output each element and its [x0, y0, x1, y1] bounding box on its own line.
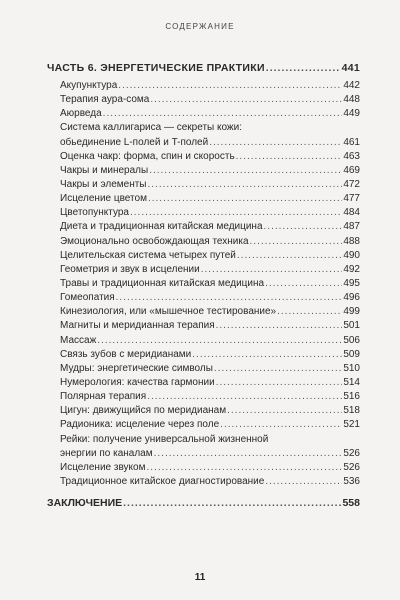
toc-entry[interactable]	[47, 79, 360, 93]
toc-entry[interactable]	[47, 150, 360, 164]
entry-title: обьединение L-полей и T-полей	[60, 136, 209, 148]
entry-page-number: 516	[343, 391, 360, 403]
entry-title: энергии по каналам	[60, 447, 153, 459]
dot-leader	[130, 206, 342, 220]
entry-page-number: 488	[343, 235, 360, 247]
dot-leader	[265, 277, 342, 291]
dot-leader	[148, 192, 342, 206]
toc-entry[interactable]	[47, 136, 360, 150]
dot-leader	[103, 107, 343, 121]
toc-entry[interactable]	[47, 305, 360, 319]
dot-leader	[216, 376, 343, 390]
entry-page-number: 506	[343, 334, 360, 346]
dot-leader	[147, 390, 342, 404]
dot-leader	[264, 220, 343, 234]
entry-page-number: 526	[343, 447, 360, 459]
entry-title: Массаж	[60, 334, 97, 346]
toc-entry[interactable]	[47, 107, 360, 121]
entry-page-number: 449	[343, 108, 360, 120]
entry-page-number: 461	[343, 136, 360, 148]
entry-page-number: 472	[343, 178, 360, 190]
toc-entry[interactable]	[47, 433, 360, 447]
dot-leader	[192, 348, 342, 362]
toc-part-heading[interactable]	[47, 60, 360, 77]
entry-title: Оценка чакр: форма, спин и скорость	[60, 150, 235, 162]
entry-title: Чакры и элементы	[60, 178, 147, 190]
dot-leader	[201, 263, 343, 277]
entry-page-number: 490	[343, 249, 360, 261]
dot-leader	[227, 404, 342, 418]
toc-entry[interactable]	[47, 206, 360, 220]
entry-title: Система каллигариса — секреты кожи:	[60, 122, 242, 134]
toc-entry-list	[47, 79, 360, 489]
part-page-number: 441	[341, 62, 360, 74]
part-title: ЧАСТЬ 6. ЭНЕРГЕТИЧЕСКИЕ ПРАКТИКИ	[47, 62, 265, 74]
entry-page-number: 495	[343, 277, 360, 289]
dot-leader	[266, 60, 341, 77]
entry-title: Цветопунктура	[60, 207, 129, 219]
toc-entry[interactable]	[47, 475, 360, 489]
entry-page-number: 492	[343, 263, 360, 275]
dot-leader	[250, 235, 343, 249]
entry-title: Нумерология: качества гармонии	[60, 376, 215, 388]
toc-entry[interactable]	[47, 390, 360, 404]
entry-page-number: 536	[343, 475, 360, 487]
toc-entry[interactable]	[47, 263, 360, 277]
entry-title: Аюрведа	[60, 108, 102, 120]
toc-entry[interactable]	[47, 418, 360, 432]
entry-title: Мудры: энергетические символы	[60, 362, 213, 374]
entry-title: Исцеление цветом	[60, 193, 147, 205]
entry-title: Исцеление звуком	[60, 461, 146, 473]
toc-entry[interactable]	[47, 348, 360, 362]
entry-title: Эмоционально освобождающая техника	[60, 235, 249, 247]
dot-leader	[146, 461, 342, 475]
toc-entry[interactable]	[47, 291, 360, 305]
entry-title: Геометрия и звук в исцелении	[60, 263, 200, 275]
dot-leader	[220, 418, 342, 432]
dot-leader	[209, 136, 342, 150]
entry-title: Цигун: движущийся по меридианам	[60, 405, 227, 417]
running-head: СОДЕРЖАНИЕ	[165, 22, 235, 31]
toc-entry[interactable]	[47, 121, 360, 135]
dot-leader	[148, 178, 343, 192]
entry-page-number: 469	[343, 164, 360, 176]
toc-entry[interactable]	[47, 178, 360, 192]
entry-page-number: 442	[343, 80, 360, 91]
dot-leader	[149, 164, 342, 178]
toc-entry[interactable]	[47, 461, 360, 475]
entry-title: Гомеопатия	[60, 292, 115, 304]
entry-page-number: 510	[343, 362, 360, 374]
toc-entry[interactable]	[47, 404, 360, 418]
toc-entry[interactable]	[47, 249, 360, 263]
toc-entry[interactable]	[47, 334, 360, 348]
entry-page-number: 487	[343, 221, 360, 233]
dot-leader	[236, 150, 343, 164]
entry-title: Полярная терапия	[60, 391, 147, 403]
conclusion-page-number: 558	[342, 497, 360, 510]
dot-leader	[154, 447, 343, 461]
toc-entry[interactable]	[47, 376, 360, 390]
entry-title: Целительская система четырех путей	[60, 249, 236, 261]
dot-leader	[277, 305, 342, 319]
dot-leader	[216, 319, 343, 333]
dot-leader	[123, 495, 341, 512]
entry-title: Чакры и минералы	[60, 164, 149, 176]
entry-page-number: 526	[343, 461, 360, 473]
entry-page-number: 496	[343, 292, 360, 304]
toc-entry[interactable]	[47, 235, 360, 249]
entry-page-number: 477	[343, 193, 360, 205]
toc-entry[interactable]	[47, 220, 360, 234]
toc-entry[interactable]	[47, 319, 360, 333]
entry-title: Связь зубов с меридианами	[60, 348, 192, 360]
page-number: 11	[194, 572, 206, 583]
toc-entry[interactable]	[47, 362, 360, 376]
entry-title: Магниты и меридианная терапия	[60, 320, 215, 332]
toc-conclusion[interactable]	[47, 495, 360, 512]
dot-leader	[265, 475, 342, 489]
dot-leader	[116, 291, 343, 305]
toc-entry[interactable]	[47, 277, 360, 291]
conclusion-title: ЗАКЛЮЧЕНИЕ	[47, 497, 123, 510]
entry-page-number: 518	[343, 405, 360, 417]
dot-leader	[150, 93, 342, 107]
entry-title: Диета и традиционная китайская медицина	[60, 221, 263, 233]
toc-entry[interactable]	[47, 447, 360, 461]
toc-entry[interactable]	[47, 192, 360, 206]
entry-page-number: 514	[343, 376, 360, 388]
entry-title: Традиционное китайское диагностирование	[60, 475, 265, 487]
entry-page-number: 509	[343, 348, 360, 360]
table-of-contents	[47, 60, 360, 512]
dot-leader	[214, 362, 342, 376]
entry-page-number: 448	[343, 94, 360, 106]
entry-title: Акупунктура	[60, 80, 118, 91]
entry-page-number: 463	[343, 150, 360, 162]
dot-leader	[118, 79, 342, 93]
toc-entry[interactable]	[47, 164, 360, 178]
entry-title: Травы и традиционная китайская медицина	[60, 277, 265, 289]
entry-page-number: 521	[343, 419, 360, 431]
entry-page-number: 499	[343, 306, 360, 318]
entry-title: Кинезиология, или «мышечное тестирование»	[60, 306, 277, 318]
entry-page-number: 484	[343, 207, 360, 219]
dot-leader	[97, 334, 342, 348]
entry-title: Радионика: исцеление через поле	[60, 419, 220, 431]
dot-leader	[237, 249, 342, 263]
entry-title: Терапия аура-сома	[60, 94, 150, 106]
toc-entry[interactable]	[47, 93, 360, 107]
entry-page-number: 501	[343, 320, 360, 332]
entry-title: Рейки: получение универсальной жизненной	[60, 433, 269, 445]
